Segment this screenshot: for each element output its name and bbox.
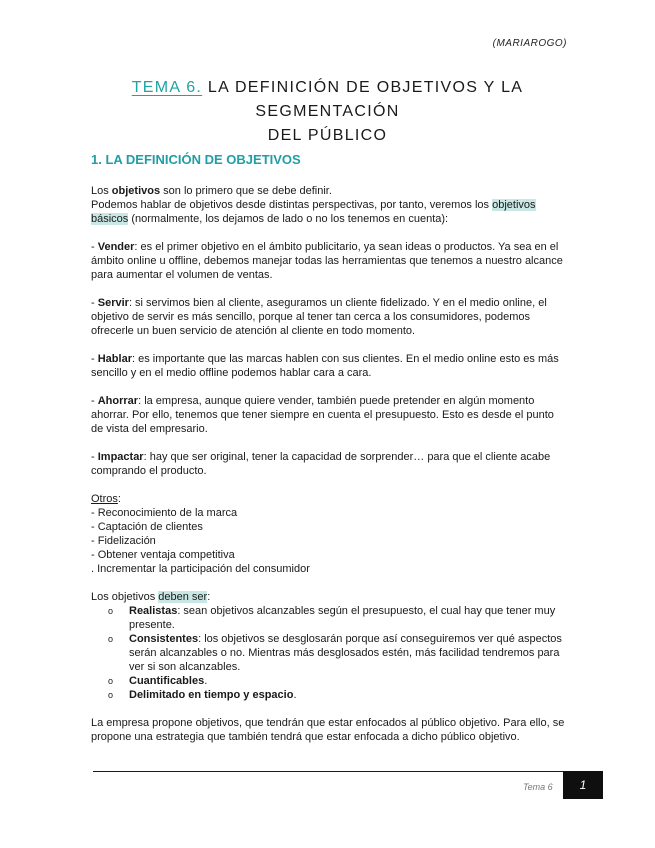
objective-hablar — [91, 352, 565, 380]
list-item — [108, 674, 565, 688]
objective-dash: - — [91, 451, 98, 463]
page-number: 1 — [563, 771, 603, 799]
list-item — [108, 688, 565, 702]
objective-text: : es importante que las marcas hablen con sus clientes. En el medio online esto es más sencillo y en el medio offline podemos hablar cara a cara. — [91, 353, 559, 379]
deben-ser-pre: Los objetivos — [91, 591, 159, 603]
list-item — [108, 632, 565, 674]
item-term: Delimitado en tiempo y espacio — [129, 689, 294, 701]
bullet-marker: o — [108, 634, 114, 644]
otros-colon: : — [117, 493, 121, 505]
otros-list — [91, 506, 565, 576]
objective-vender — [91, 240, 565, 282]
item-term: Realistas — [129, 605, 178, 617]
author-tag: (MARIAROGO) — [492, 38, 567, 49]
objective-impactar — [91, 450, 565, 478]
list-item: - Reconocimiento de la marca — [91, 507, 238, 519]
closing-paragraph: La empresa propone objetivos, que tendrán que estar enfocados al público objetivo. Para ello, se propone una estrategia que también tendrá que estar enfocada a dicho público objetivo. — [91, 717, 565, 743]
list-item: - Obtener ventaja competitiva — [91, 549, 235, 561]
item-term: Cuantificables — [129, 675, 205, 687]
otros-label — [91, 492, 565, 506]
page-title — [60, 76, 595, 148]
list-item: - Captación de clientes — [91, 521, 203, 533]
objective-term: Impactar — [97, 451, 144, 463]
bullet-marker: o — [108, 676, 114, 686]
document-body — [91, 184, 565, 758]
bullet-marker: o — [108, 606, 114, 616]
objective-text: : la empresa, aunque quiere vender, también puede pretender en algún momento ahorrar. Por ello, tenemos que tener siempre en cuenta el presupuesto. Esto es desde el punto de vista del empresario. — [91, 395, 554, 435]
objective-term: Vender — [97, 241, 135, 253]
deben-ser-highlight: deben ser — [158, 591, 208, 603]
item-text: . — [293, 689, 297, 701]
objective-dash: - — [91, 353, 98, 365]
objective-dash: - — [91, 395, 98, 407]
objective-text: : hay que ser original, tener la capacidad de sorprender… para que el cliente acabe comprando el producto. — [91, 451, 551, 477]
objective-text: : si servimos bien al cliente, aseguramos un cliente fidelizado. Y en el medio online, el objetivo de servir es más sencillo, porque al tener tan cerca a los consumidores, podemos ofrecerle un buen servicio de atención al cliente en todo momento. — [91, 297, 547, 337]
intro-pre: Los — [91, 185, 112, 197]
list-item — [108, 604, 565, 632]
intro-highlight: objetivos básicos — [91, 199, 536, 225]
bullet-marker: o — [108, 690, 114, 700]
intro-bold: objetivos — [111, 185, 161, 197]
deben-ser-intro — [91, 590, 565, 604]
objective-text: : es el primer objetivo en el ámbito publicitario, ya sean ideas o productos. Ya sea en el ámbito online u offline, debemos manejar todas las herramientas que tenemos a nuestro alcance para aumentar el volumen de ventas. — [91, 241, 563, 281]
item-term: Consistentes — [129, 633, 199, 645]
objective-dash: - — [91, 241, 98, 253]
list-item: - Fidelización — [91, 535, 156, 547]
intro-post: son lo primero que se debe definir. — [160, 185, 332, 197]
title-line-1: LA DEFINICIÓN DE OBJETIVOS Y LA SEGMENTACIÓN — [202, 79, 524, 120]
intro-paragraph — [91, 184, 565, 226]
footer-label: Tema 6 — [523, 782, 553, 792]
deben-ser-post: : — [207, 591, 211, 603]
list-item: . Incrementar la participación del consumidor — [91, 563, 310, 575]
objective-term: Ahorrar — [97, 395, 139, 407]
footer-rule — [93, 771, 563, 772]
intro-line2-end: (normalmente, los dejamos de lado o no los tenemos en cuenta): — [128, 213, 449, 225]
section-heading: 1. LA DEFINICIÓN DE OBJETIVOS — [91, 152, 301, 167]
title-line-2: DEL PÚBLICO — [267, 127, 388, 144]
intro-line2: Podemos hablar de objetivos desde distintas perspectivas, por tanto, veremos los — [91, 199, 493, 211]
objective-ahorrar — [91, 394, 565, 436]
objective-servir — [91, 296, 565, 338]
item-text: : los objetivos se desglosarán porque así conseguiremos ver qué aspectos serán alcanzables o no. Mientras más desglosados estén, más facilidad tendremos para ver si son alcanzables. — [129, 633, 562, 673]
otros-label-text: Otros — [91, 493, 118, 505]
title-tema-label: TEMA 6. — [131, 79, 203, 96]
objective-term: Hablar — [97, 353, 132, 365]
item-text: : sean objetivos alcanzables según el presupuesto, el cual hay que tener muy presente. — [129, 605, 556, 631]
objective-term: Servir — [97, 297, 129, 309]
objective-dash: - — [91, 297, 98, 309]
deben-ser-list — [91, 604, 565, 702]
item-text: . — [204, 675, 208, 687]
